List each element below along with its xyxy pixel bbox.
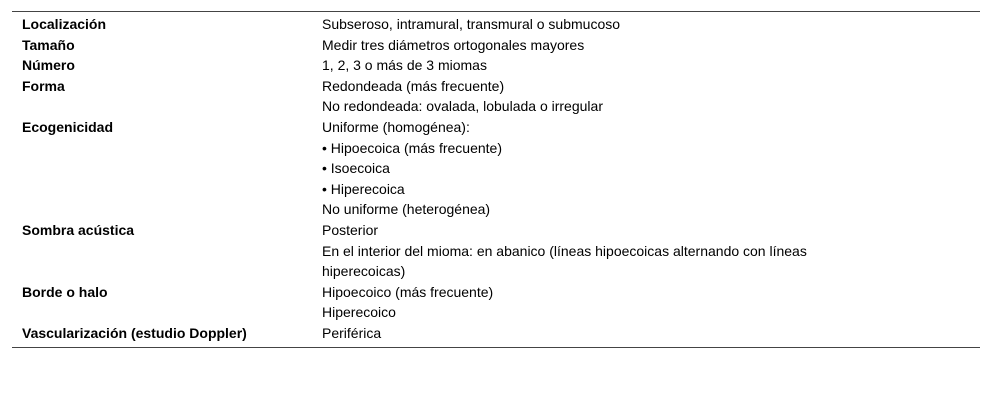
row-label: Número <box>22 57 75 74</box>
row-label: Forma <box>22 77 65 94</box>
value-line: Uniforme (homogénea): <box>322 118 470 135</box>
table-row <box>12 55 980 76</box>
table-row <box>12 282 980 323</box>
table-row <box>12 35 980 56</box>
row-label: Sombra acústica <box>22 221 135 238</box>
row-label: Ecogenicidad <box>22 118 114 135</box>
row-label: Vascularización (estudio Doppler) <box>22 324 247 341</box>
value-line: No uniforme (heterogénea) <box>322 201 491 218</box>
value-line: No redondeada: ovalada, lobulada o irregular <box>322 98 603 115</box>
value-line: Medir tres diámetros ortogonales mayores <box>322 36 585 53</box>
value-line: Hiperecoico <box>322 304 396 321</box>
value-line: Hipoecoico (más frecuente) <box>322 283 494 300</box>
mioma-features-table <box>12 11 980 348</box>
row-label: Tamaño <box>22 36 75 53</box>
table-row <box>12 12 980 35</box>
row-value <box>312 282 980 323</box>
value-line: En el interior del mioma: en abanico (líneas hipoecoicas alternando con líneas hiperecoicas) <box>322 242 807 280</box>
row-value <box>312 323 980 347</box>
value-line: Redondeada (más frecuente) <box>322 77 505 94</box>
row-value <box>312 55 980 76</box>
value-line: • Hipoecoica (más frecuente) <box>322 139 502 156</box>
row-value <box>312 220 980 282</box>
value-line: Subseroso, intramural, transmural o submucoso <box>322 16 621 32</box>
value-line: Posterior <box>322 221 379 238</box>
value-line: Periférica <box>322 324 382 341</box>
row-label: Localización <box>22 16 107 32</box>
row-value <box>312 35 980 56</box>
table-row <box>12 220 980 282</box>
row-value <box>312 76 980 117</box>
row-value <box>312 12 980 35</box>
features-table <box>12 12 980 347</box>
table-row <box>12 76 980 117</box>
row-label: Borde o halo <box>22 283 108 300</box>
value-line: • Isoecoica <box>322 160 390 177</box>
value-line: • Hiperecoica <box>322 180 405 197</box>
row-value <box>312 117 980 220</box>
table-row <box>12 117 980 220</box>
value-line: 1, 2, 3 o más de 3 miomas <box>322 57 487 74</box>
table-row <box>12 323 980 347</box>
